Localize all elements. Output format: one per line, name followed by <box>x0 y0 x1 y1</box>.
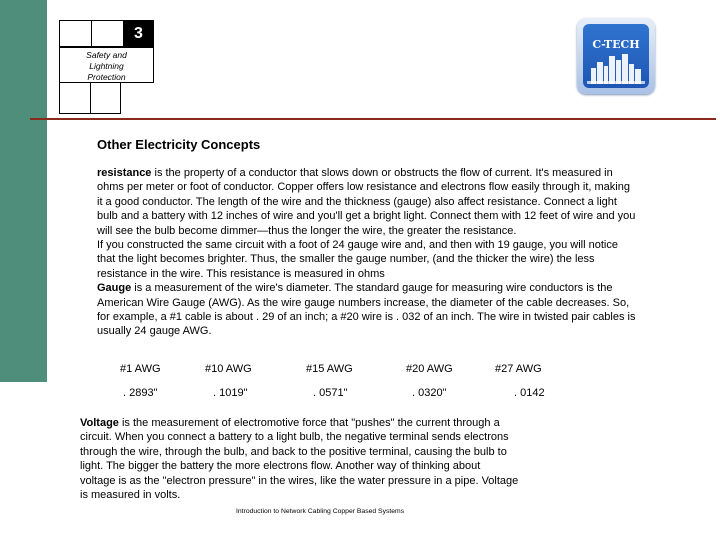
city-skyline-icon <box>583 24 649 88</box>
paragraph-line: bulb and a battery with 12 inches of wire and you'll get a bright light. Connect them with 12 feet of wire and you <box>97 210 636 223</box>
left-accent-bar <box>0 0 47 382</box>
logo-badge <box>583 24 649 88</box>
term-resistance: resistance <box>97 167 152 179</box>
header-grid-cell <box>59 82 91 114</box>
header-divider <box>30 118 716 120</box>
awg-header-cell: #15 AWG <box>306 363 353 375</box>
paragraph-line: usually 24 gauge AWG. <box>97 325 212 338</box>
footer-text: Introduction to Network Cabling Copper Based Systems <box>236 508 405 515</box>
ctech-logo <box>577 18 655 94</box>
paragraph-line <box>97 281 635 295</box>
term-voltage: Voltage <box>80 417 119 429</box>
page-title: Other Electricity Concepts <box>97 137 261 152</box>
paragraph-line: will see the bulb become dimmer—thus the longer the wire, the greater the resistance. <box>97 224 517 237</box>
awg-header-cell: #20 AWG <box>406 363 453 375</box>
header-grid-cell <box>59 20 92 47</box>
section-label-line: Lightning <box>89 61 124 71</box>
paragraph-text: is the measurement of electromotive force that "pushes" the current through a <box>118 417 500 429</box>
paragraph-text: is a measurement of the wire's diameter. The standard gauge for measuring wire conductors is the <box>131 282 613 295</box>
section-label-line: Protection <box>87 72 126 82</box>
header-grid-cell <box>90 82 121 114</box>
paragraph-line: ohms per meter or foot of conductor. Copper offers low resistance and electrons flow easily through it, making <box>97 181 630 194</box>
paragraph-line: for example, a #1 cable is about . 29 of an inch; a #20 wire is . 032 of an inch. The wire in twisted pair cables is <box>97 310 636 323</box>
paragraph-line: light. The bigger the battery the more electrons flow. Another way of thinking about <box>80 460 481 473</box>
awg-header-cell: #27 AWG <box>495 363 542 375</box>
header-grid-cell <box>91 20 124 47</box>
paragraph-line <box>97 166 635 180</box>
paragraph-line <box>80 416 518 430</box>
awg-value-cell: . 0142 <box>514 387 545 399</box>
resistance-paragraph <box>97 166 635 339</box>
paragraph-text: is the property of a conductor that slows down or obstructs the flow of current. It's measured in <box>151 167 613 179</box>
awg-value-cell: . 0320" <box>412 387 447 399</box>
section-label <box>59 47 154 83</box>
awg-value-cell: . 2893" <box>123 387 158 399</box>
paragraph-line: If you constructed the same circuit with a foot of 24 gauge wire and, and then with 19 gauge, you will notice <box>97 238 618 251</box>
awg-header-cell: #10 AWG <box>205 363 252 375</box>
voltage-paragraph <box>80 416 518 502</box>
paragraph-line: voltage is as the "electron pressure" in the wires, like the water pressure in a pipe. Voltage <box>80 474 519 487</box>
awg-header-cell: #1 AWG <box>120 363 161 375</box>
paragraph-line: circuit. When you connect a battery to a light bulb, the negative terminal sends electrons <box>80 431 509 444</box>
awg-value-cell: . 1019" <box>213 387 248 399</box>
paragraph-line: American Wire Gauge (AWG). As the wire gauge numbers increase, the diameter of the cable decreases. So, <box>97 296 630 309</box>
term-gauge: Gauge <box>97 282 132 295</box>
paragraph-line: resistance in the wire. This resistance is measured in ohms <box>97 267 385 280</box>
logo-text: C-TECH <box>592 38 640 51</box>
paragraph-line: through the wire, through the bulb, and back to the positive terminal, causing the bulb to <box>80 445 507 458</box>
section-label-line: Safety and <box>86 50 127 60</box>
chapter-number: 3 <box>123 20 154 47</box>
paragraph-line: that the light becomes brighter. Thus, the smaller the gauge number, (and the thicker the wire) the less <box>97 253 595 266</box>
paragraph-line: is measured in volts. <box>80 488 181 501</box>
awg-value-cell: . 0571" <box>313 387 348 399</box>
paragraph-line: it a good conductor. The length of the wire and the thickness (gauge) also affect resistance. Connect a light <box>97 195 617 208</box>
